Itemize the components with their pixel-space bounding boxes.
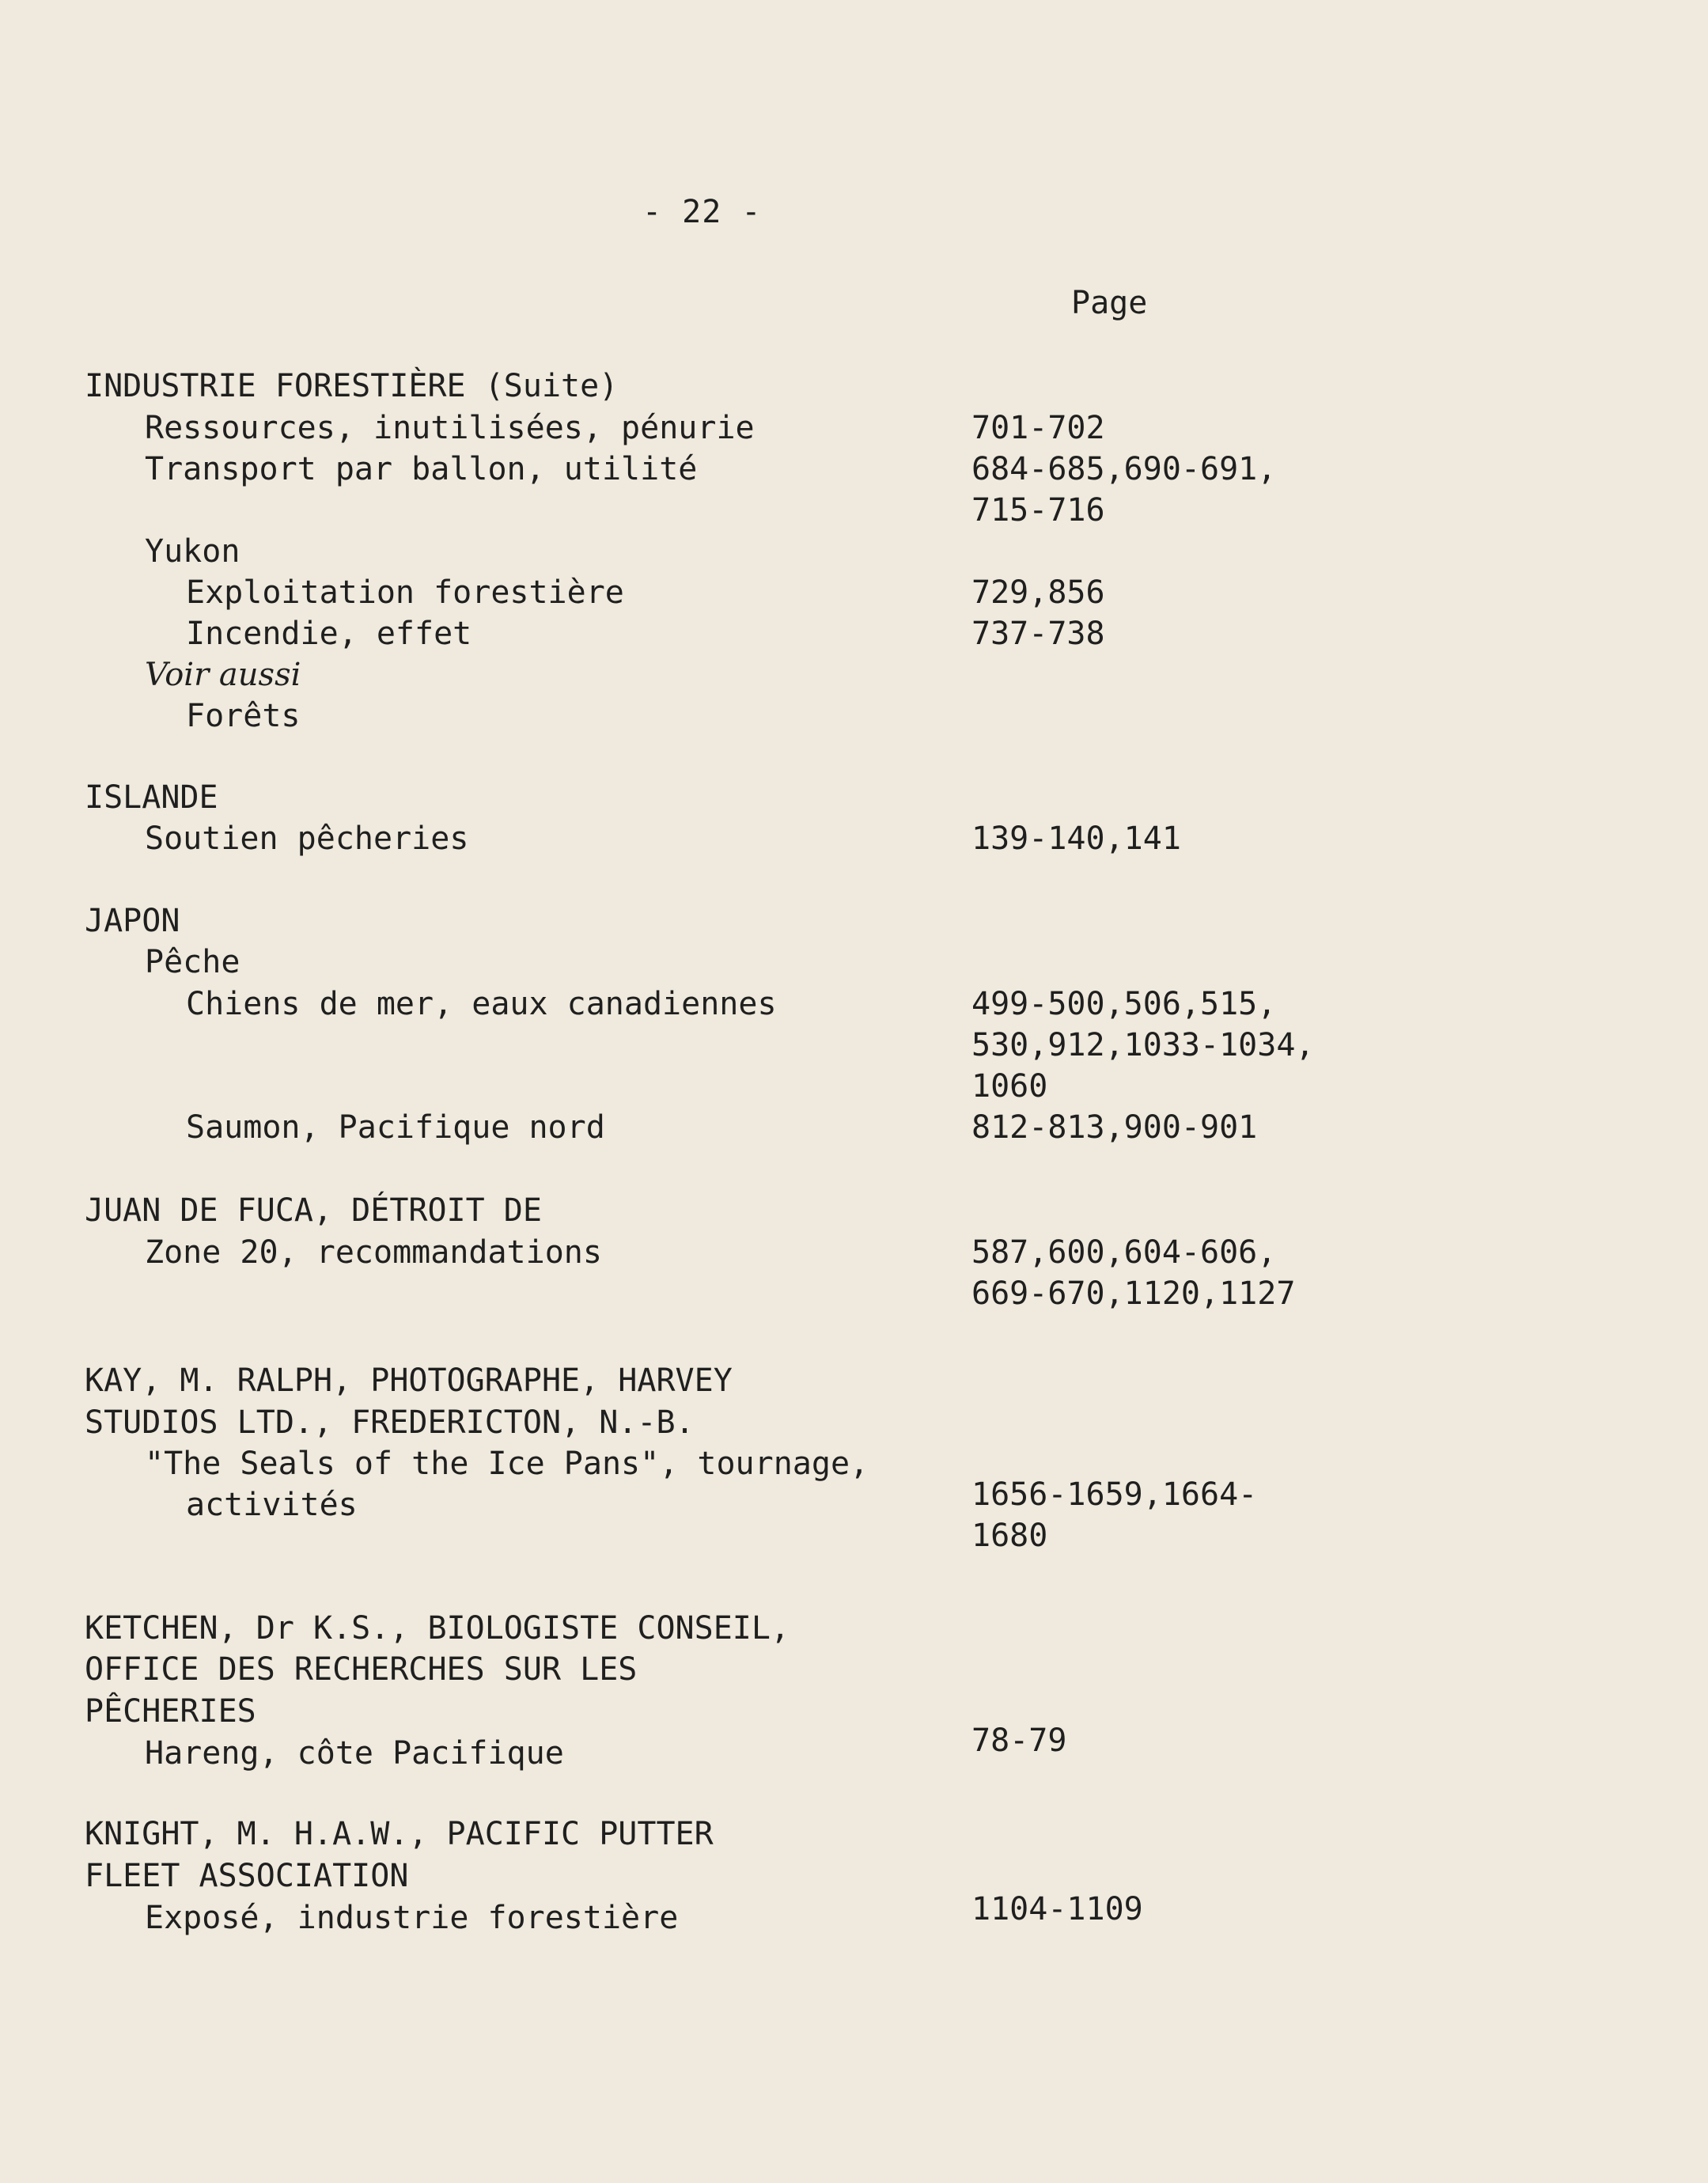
page-reference: 587,600,604-606, xyxy=(971,1234,1277,1271)
page-reference: 669-670,1120,1127 xyxy=(971,1275,1296,1312)
index-subentry: Zone 20, recommandations xyxy=(145,1234,602,1271)
index-subentry: Saumon, Pacifique nord xyxy=(186,1109,605,1146)
index-subentry: Pêche xyxy=(145,944,240,980)
index-subentry: Incendie, effet xyxy=(186,616,472,652)
index-heading: KETCHEN, Dr K.S., BIOLOGISTE CONSEIL, xyxy=(85,1610,790,1647)
index-heading-continued: FLEET ASSOCIATION xyxy=(85,1858,409,1894)
index-subentry: Exposé, industrie forestière xyxy=(145,1900,679,1936)
index-subentry: "The Seals of the Ice Pans", tournage, xyxy=(145,1446,869,1482)
page-reference: 729,856 xyxy=(971,574,1105,611)
page-reference: 1060 xyxy=(971,1068,1048,1105)
index-subentry: Soutien pêcheries xyxy=(145,821,469,857)
index-subentry: Exploitation forestière xyxy=(186,574,624,611)
page-reference: 684-685,690-691, xyxy=(971,451,1277,487)
index-subentry: Forêts xyxy=(186,698,301,734)
page-reference: 499-500,506,515, xyxy=(971,986,1277,1022)
index-heading: JAPON xyxy=(85,903,180,939)
index-heading: KAY, M. RALPH, PHOTOGRAPHE, HARVEY xyxy=(85,1362,733,1399)
index-subentry: Ressources, inutilisées, pénurie xyxy=(145,410,755,446)
index-subentry: Chiens de mer, eaux canadiennes xyxy=(186,986,777,1022)
index-heading-continued: OFFICE DES RECHERCHES SUR LES xyxy=(85,1651,638,1688)
index-subentry: activités xyxy=(186,1487,358,1523)
index-heading-continued: STUDIOS LTD., FREDERICTON, N.-B. xyxy=(85,1404,695,1441)
page-reference: 737-738 xyxy=(971,616,1105,652)
page-reference: 812-813,900-901 xyxy=(971,1109,1258,1146)
index-subentry: Transport par ballon, utilité xyxy=(145,451,698,487)
see-also-label: Voir aussi xyxy=(145,657,301,693)
page-reference: 1680 xyxy=(971,1518,1048,1554)
index-heading: KNIGHT, M. H.A.W., PACIFIC PUTTER xyxy=(85,1816,714,1852)
index-subentry: Yukon xyxy=(145,533,240,570)
index-heading: ISLANDE xyxy=(85,779,218,816)
index-heading: INDUSTRIE FORESTIÈRE (Suite) xyxy=(85,368,619,404)
index-heading: JUAN DE FUCA, DÉTROIT DE xyxy=(85,1192,542,1229)
index-heading-continued: PÊCHERIES xyxy=(85,1693,256,1730)
page-column-header: Page xyxy=(1071,285,1148,321)
page-reference: 715-716 xyxy=(971,492,1105,529)
page-reference: 1104-1109 xyxy=(971,1891,1143,1927)
page-reference: 701-702 xyxy=(971,410,1105,446)
page-reference: 530,912,1033-1034, xyxy=(971,1027,1315,1063)
index-subentry: Hareng, côte Pacifique xyxy=(145,1735,564,1772)
page-reference: 78-79 xyxy=(971,1723,1067,1759)
page-number: - 22 - xyxy=(642,194,762,230)
page-reference: 1656-1659,1664- xyxy=(971,1476,1258,1513)
page-reference: 139-140,141 xyxy=(971,821,1181,857)
